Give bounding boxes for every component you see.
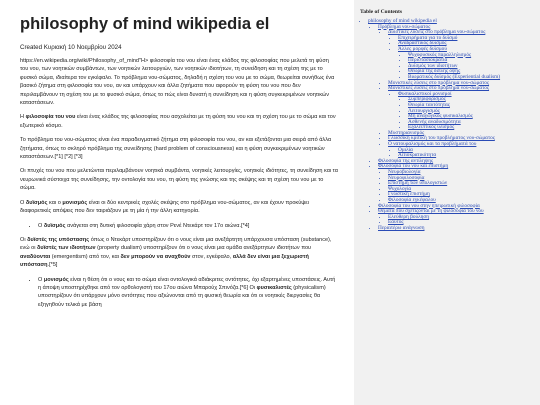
toc-list — [368, 25, 536, 232]
text: Ο — [38, 276, 44, 283]
text: είναι οι δύο κεντρικές σχολές σκέψης στο πρόβλημα νου-σώματος, αν και έχουν προκύψει διαφορετικές απόψεις που δεν ταιριάζουν με τη μία ή την άλλη κατηγορία. — [20, 199, 309, 215]
toc-link[interactable]: Φιλοσοφία της αντίληψης — [378, 157, 434, 164]
bold-term: μονισμός — [62, 199, 88, 206]
bold-term: δυϊσμός — [43, 222, 66, 229]
paragraph-mind-body-problem: Το πρόβλημα του νου-σώματος είναι ένα παραδειγματικό ζήτημα στη φιλοσοφία του νου, αν και εξετάζονται μια σειρά από άλλα ζητήματα, όπως το σκληρό πρόβλημα της συνείδησης (hard problem of consciousness) και η φύση συγκεκριμένων νοητικών καταστάσεων.[*1] [*2] [*3] — [20, 137, 332, 161]
toc-list — [398, 97, 536, 131]
toc-link[interactable]: Φιλοσοφία εγκέφαλου — [388, 197, 436, 203]
text: ανάγεται στη δυτική φιλοσοφία χάρη στον Ρενέ Ντεκάρτ τον 17ο αιώνα.[*4] — [65, 222, 250, 229]
toc-link[interactable]: Νευροβιολογία — [388, 169, 421, 176]
toc-list — [388, 36, 536, 81]
toc-link[interactable]: Περιστασιοκρατία — [408, 57, 448, 64]
toc-link[interactable]: Ομιλία — [398, 146, 413, 153]
paragraph-definition — [20, 113, 338, 130]
table-of-contents — [360, 9, 536, 232]
toc-link[interactable]: Άλλες μορφές δυϊσμού — [398, 45, 447, 52]
toc-link[interactable]: Φιλοσοφία του νου και επιστήμη — [378, 163, 449, 170]
toc-link[interactable]: Γνωστική επιστήμη — [388, 191, 430, 198]
paragraph-dualist-types — [20, 236, 338, 270]
toc-item — [388, 142, 536, 159]
toc-link[interactable]: Ο νατουραλισμός και τα προβλήματά του — [388, 141, 477, 148]
text: Ο — [20, 199, 26, 206]
toc-list — [360, 19, 536, 232]
bold-term: αλλά δεν είναι μια ξεχωριστή υπόσταση — [20, 253, 309, 269]
toc-link[interactable]: Ψυχοφυσικός παραλληλισμός — [408, 51, 472, 58]
toc-list — [378, 30, 536, 159]
paragraph-intro-link: https://en.wikipedia.org/wiki/Philosophy_of_mind"H> φιλοσοφία του νου είναι ένας κλάδος της φιλοσοφίας που μελετά τη φύση του νου, των νοητικών συμβάντων, των νοητικών λειτουργιών, των νοητικών ιδιοτήτων, τη συνείδηση και τη σχέση της με το φυσικό σώμα, ιδιαίτερα τον εγκέφαλο. Το πρόβλημα νου-σώματος, δηλαδή η σχέση του νου με το σώμα, θεωρείται συνήθως ένα βασικό ζήτημα στη φιλοσοφία του νου, αν και υπάρχουν και άλλα ζητήματα που αφορούν τη φύση του νου που δεν περιλαμβάνουν τη σχέση του με το φυσικό σώμα, όπως το πώς είναι δυνατή η συνείδηση και η φύση συγκεκριμένων νοητικών καταστάσεων. — [20, 58, 335, 107]
bold-term: φυσικαλιστές — [256, 284, 292, 291]
toc-link[interactable]: Λειτουργισμός — [408, 107, 440, 114]
text: Ο — [38, 222, 44, 229]
toc-item — [398, 92, 536, 131]
toc-item — [388, 30, 536, 80]
bold-term: δυϊσμός — [25, 199, 48, 206]
text: και ο — [47, 199, 63, 206]
toc-link[interactable]: Φυσικαλιστικοί μονισμοί — [398, 90, 452, 97]
toc-link[interactable]: Θέματα που σχετίζονται με τη φιλοσοφία του νου — [378, 208, 484, 215]
text: (physicalism) υποστηρίζουν ότι υπάρχουν μόνο οντότητες που αξιώνονται από τη φυσική θεωρία και ότι οι νοητικές διεργασίες θα εξηγηθούν τελικά με βάση — [38, 284, 326, 308]
created-date: Created Κυριακή 10 Νοεμβρίου 2024 — [20, 44, 122, 51]
toc-link[interactable]: Πρόβλημα νου-σώματος — [378, 23, 431, 30]
toc-link[interactable]: Μονιστικές λύσεις στο πρόβλημα νου-σώματος — [388, 85, 490, 92]
toc-list — [398, 53, 536, 81]
text: (property dualism) υποστηρίζουν ότι ο νους είναι μια ομάδα ανεξάρτητων ιδιοτήτων που — [95, 245, 312, 252]
bullet-list — [20, 222, 338, 230]
text: είναι ένας κλάδος της φιλοσοφίας που ασχολείται με τη φύση του νου και τη σχέση του με το σώμα και τον εξωτερικό κόσμο. — [20, 114, 336, 129]
toc-link[interactable]: Επιστήμη των υπολογιστών — [388, 180, 448, 187]
toc-item — [368, 19, 536, 232]
toc-link[interactable]: Θεωρία ταυτότητας — [408, 101, 450, 108]
text: είναι η θέση ότι ο νους και το σώμα είναι οντολογικά αδιάκριτες οντότητες, όχι εξαρτημένες υποστάσεις. Αυτή η άποψη υποστηρίχθηκε από τον ορθολογιστή του 17ου αιώνα Μπαρούχ Σπινόζα.[*6] Οι — [38, 276, 336, 291]
toc-link[interactable]: Ασθενής αναδυσιμότητα — [408, 118, 461, 125]
toc-item — [388, 86, 536, 131]
toc-link[interactable]: Θεωρία της διπλής όψης — [408, 68, 461, 75]
toc-link[interactable]: Νευροφιλοσοφία — [388, 174, 425, 181]
toc-link[interactable]: Ελεύθερη βούληση — [388, 213, 430, 220]
toc-item — [378, 25, 536, 159]
toc-link[interactable]: Επιχειρήματα για το δυϊσμό — [398, 34, 458, 41]
article — [20, 14, 338, 315]
toc-link[interactable]: Αιτιοκρατικότητα — [398, 152, 437, 159]
paragraph-aspects: Οι πτυχές του νου που μελετώνται περιλαμβάνουν νοητικά συμβάντα, νοητικές λειτουργίες, νοητικές ιδιότητες, τη συνείδηση και τα νευρωνικά σύστοιχα της συνείδησης, την οντολογία του νου, τη φύση της γνώσης και της σκέψης και τη σχέση του νου με το σώμα. — [20, 168, 338, 192]
toc-link[interactable]: Γλωσσική κριτική του προβλήματος νου-σώματος — [388, 135, 495, 142]
toc-item — [378, 164, 536, 203]
text: .[*5] — [47, 262, 58, 269]
toc-link[interactable]: Ψυχολογία — [388, 185, 412, 192]
paragraph-dualism-monism — [20, 199, 338, 216]
toc-link[interactable]: Εαυτός — [388, 219, 404, 226]
toc-link[interactable]: philosophy of mind wikipedia el — [368, 18, 437, 24]
text: (emergentism) από τον, και — [50, 253, 121, 260]
list-item — [38, 222, 338, 230]
text: όπως ο Ντεκάρτ υποστηρίζουν ότι ο νους είναι μια ανεξάρτητη υπάρχουσα υπόσταση (substance), ενώ οι — [20, 236, 332, 252]
toc-link[interactable]: Δυϊσμός των ιδιοτήτων — [408, 62, 458, 69]
toc-title: Table of Contents — [360, 9, 403, 15]
toc-link[interactable]: Βιωματικός δυϊσμός (Experiential dualism) — [408, 73, 501, 80]
toc-link[interactable]: Δυϊστικές λύσεις στο πρόβλημα νου-σώματος — [388, 29, 486, 36]
toc-link[interactable]: Συμπεριφορισμός — [408, 96, 446, 103]
text: Οι — [20, 236, 28, 243]
bold-term: αναδύονται — [20, 253, 51, 260]
toc-link[interactable]: Εξαλειπτικός υλισμός — [408, 124, 455, 131]
toc-item — [398, 47, 536, 81]
toc-link[interactable]: Αναδραστικός δυϊσμός — [398, 40, 447, 47]
text: στον, εγκέφαλο, — [190, 253, 233, 260]
bold-term: μονισμός — [43, 276, 69, 283]
bold-term: φιλοσοφία του νου — [25, 114, 76, 121]
toc-link[interactable]: Μη αναγωγικός φυσικαλισμός — [408, 113, 473, 120]
toc-item — [378, 209, 536, 226]
bold-term: δεν μπορούν να αναχθούν — [120, 253, 191, 260]
toc-list — [388, 92, 536, 131]
page-title: philosophy of mind wikipedia el — [20, 15, 270, 33]
bold-term: δυϊστές των ιδιοτήτων — [36, 245, 96, 252]
toc-item — [378, 226, 536, 232]
toc-link[interactable]: Περαιτέρω ανάγνωση — [378, 224, 425, 231]
toc-link[interactable]: Μυστηριανισμός — [388, 129, 425, 136]
text: Η — [20, 114, 26, 121]
toc-list — [378, 170, 536, 204]
toc-link[interactable]: Φιλοσοφία του νου στην ηπειρωτική φιλοσοφία — [378, 202, 480, 209]
bullet-list — [20, 276, 338, 310]
bold-term: δυϊστές της υπόστασης — [27, 236, 90, 243]
toc-link[interactable]: Μονιστικές λύσεις στο πρόβλημα νου-σώματος — [388, 79, 490, 86]
toc-tree — [360, 19, 536, 232]
list-item — [38, 276, 338, 310]
